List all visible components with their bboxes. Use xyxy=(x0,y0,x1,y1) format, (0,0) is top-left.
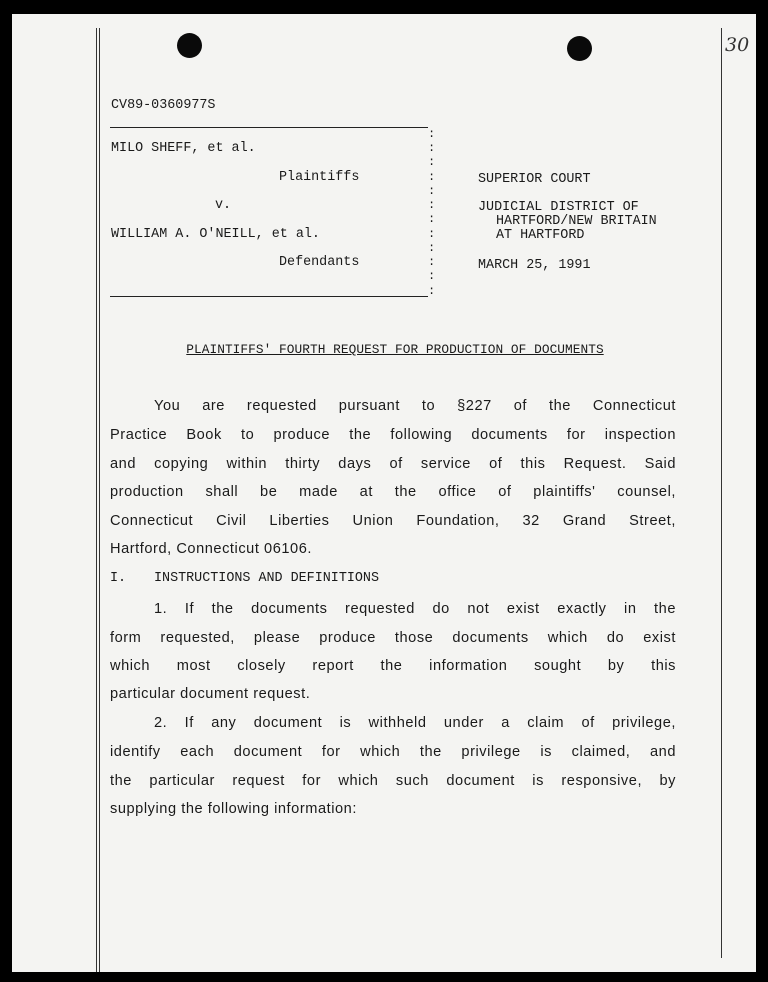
left-margin-rule-inner xyxy=(99,28,100,972)
filing-date: MARCH 25, 1991 xyxy=(478,258,591,273)
section-number: I. xyxy=(110,571,127,586)
item-1-line: particular document request. xyxy=(110,686,311,702)
caption-colon: : xyxy=(428,269,436,283)
caption-top-rule xyxy=(110,127,428,128)
intro-line: Hartford, Connecticut 06106. xyxy=(110,541,312,557)
punch-hole-left xyxy=(177,33,202,58)
caption-colon: : xyxy=(428,227,436,241)
district-line-1: JUDICIAL DISTRICT OF xyxy=(478,200,639,215)
docket-number: CV89-0360977S xyxy=(111,98,216,113)
caption-colon: : xyxy=(428,170,436,184)
caption-colon: : xyxy=(428,155,436,169)
intro-line: Practice Book to produce the following documents for inspection xyxy=(110,427,676,443)
caption-colon: : xyxy=(428,184,436,198)
versus: v. xyxy=(215,198,232,213)
intro-line: You are requested pursuant to §227 of the Connecticut xyxy=(154,398,676,414)
intro-line: and copying within thirty days of service of this Request. Said xyxy=(110,456,676,472)
item-1-line: form requested, please produce those documents which do exist xyxy=(110,630,676,646)
item-2-line: supplying the following information: xyxy=(110,801,357,817)
item-2-line: 2. If any document is withheld under a claim of privilege, xyxy=(154,715,676,731)
district-line-2: HARTFORD/NEW BRITAIN xyxy=(496,214,657,229)
intro-line: Connecticut Civil Liberties Union Foundation, 32 Grand Street, xyxy=(110,513,676,529)
item-2-line: the particular request for which such document is responsive, by xyxy=(110,773,676,789)
section-heading xyxy=(110,571,379,586)
caption-colon: : xyxy=(428,255,436,269)
defendant-name: WILLIAM A. O'NEILL, et al. xyxy=(111,227,320,242)
court-name: SUPERIOR COURT xyxy=(478,172,591,187)
caption-colon: : xyxy=(428,212,436,226)
item-1-line: 1. If the documents requested do not exist exactly in the xyxy=(154,601,676,617)
caption-colon: : xyxy=(428,198,436,212)
caption-colon: : xyxy=(428,141,436,155)
document-title: PLAINTIFFS' FOURTH REQUEST FOR PRODUCTION OF DOCUMENTS xyxy=(186,342,604,357)
intro-line: production shall be made at the office of plaintiffs' counsel, xyxy=(110,484,676,500)
caption-colon: : xyxy=(428,241,436,255)
plaintiff-name: MILO SHEFF, et al. xyxy=(111,141,256,156)
item-1-line: which most closely report the information sought by this xyxy=(110,658,676,674)
page-mark: 30 xyxy=(725,34,750,56)
caption-colon: : xyxy=(428,284,436,298)
district-line-3: AT HARTFORD xyxy=(496,228,585,243)
caption-bottom-rule xyxy=(110,296,428,297)
document-page xyxy=(12,14,756,972)
caption-colon: : xyxy=(428,127,436,141)
item-2-line: identify each document for which the privilege is claimed, and xyxy=(110,744,676,760)
left-margin-rule xyxy=(96,28,97,972)
plaintiff-role: Plaintiffs xyxy=(279,170,360,185)
section-title: INSTRUCTIONS AND DEFINITIONS xyxy=(154,571,379,586)
punch-hole-right xyxy=(567,36,592,61)
defendant-role: Defendants xyxy=(279,255,360,270)
right-margin-rule xyxy=(721,28,722,958)
